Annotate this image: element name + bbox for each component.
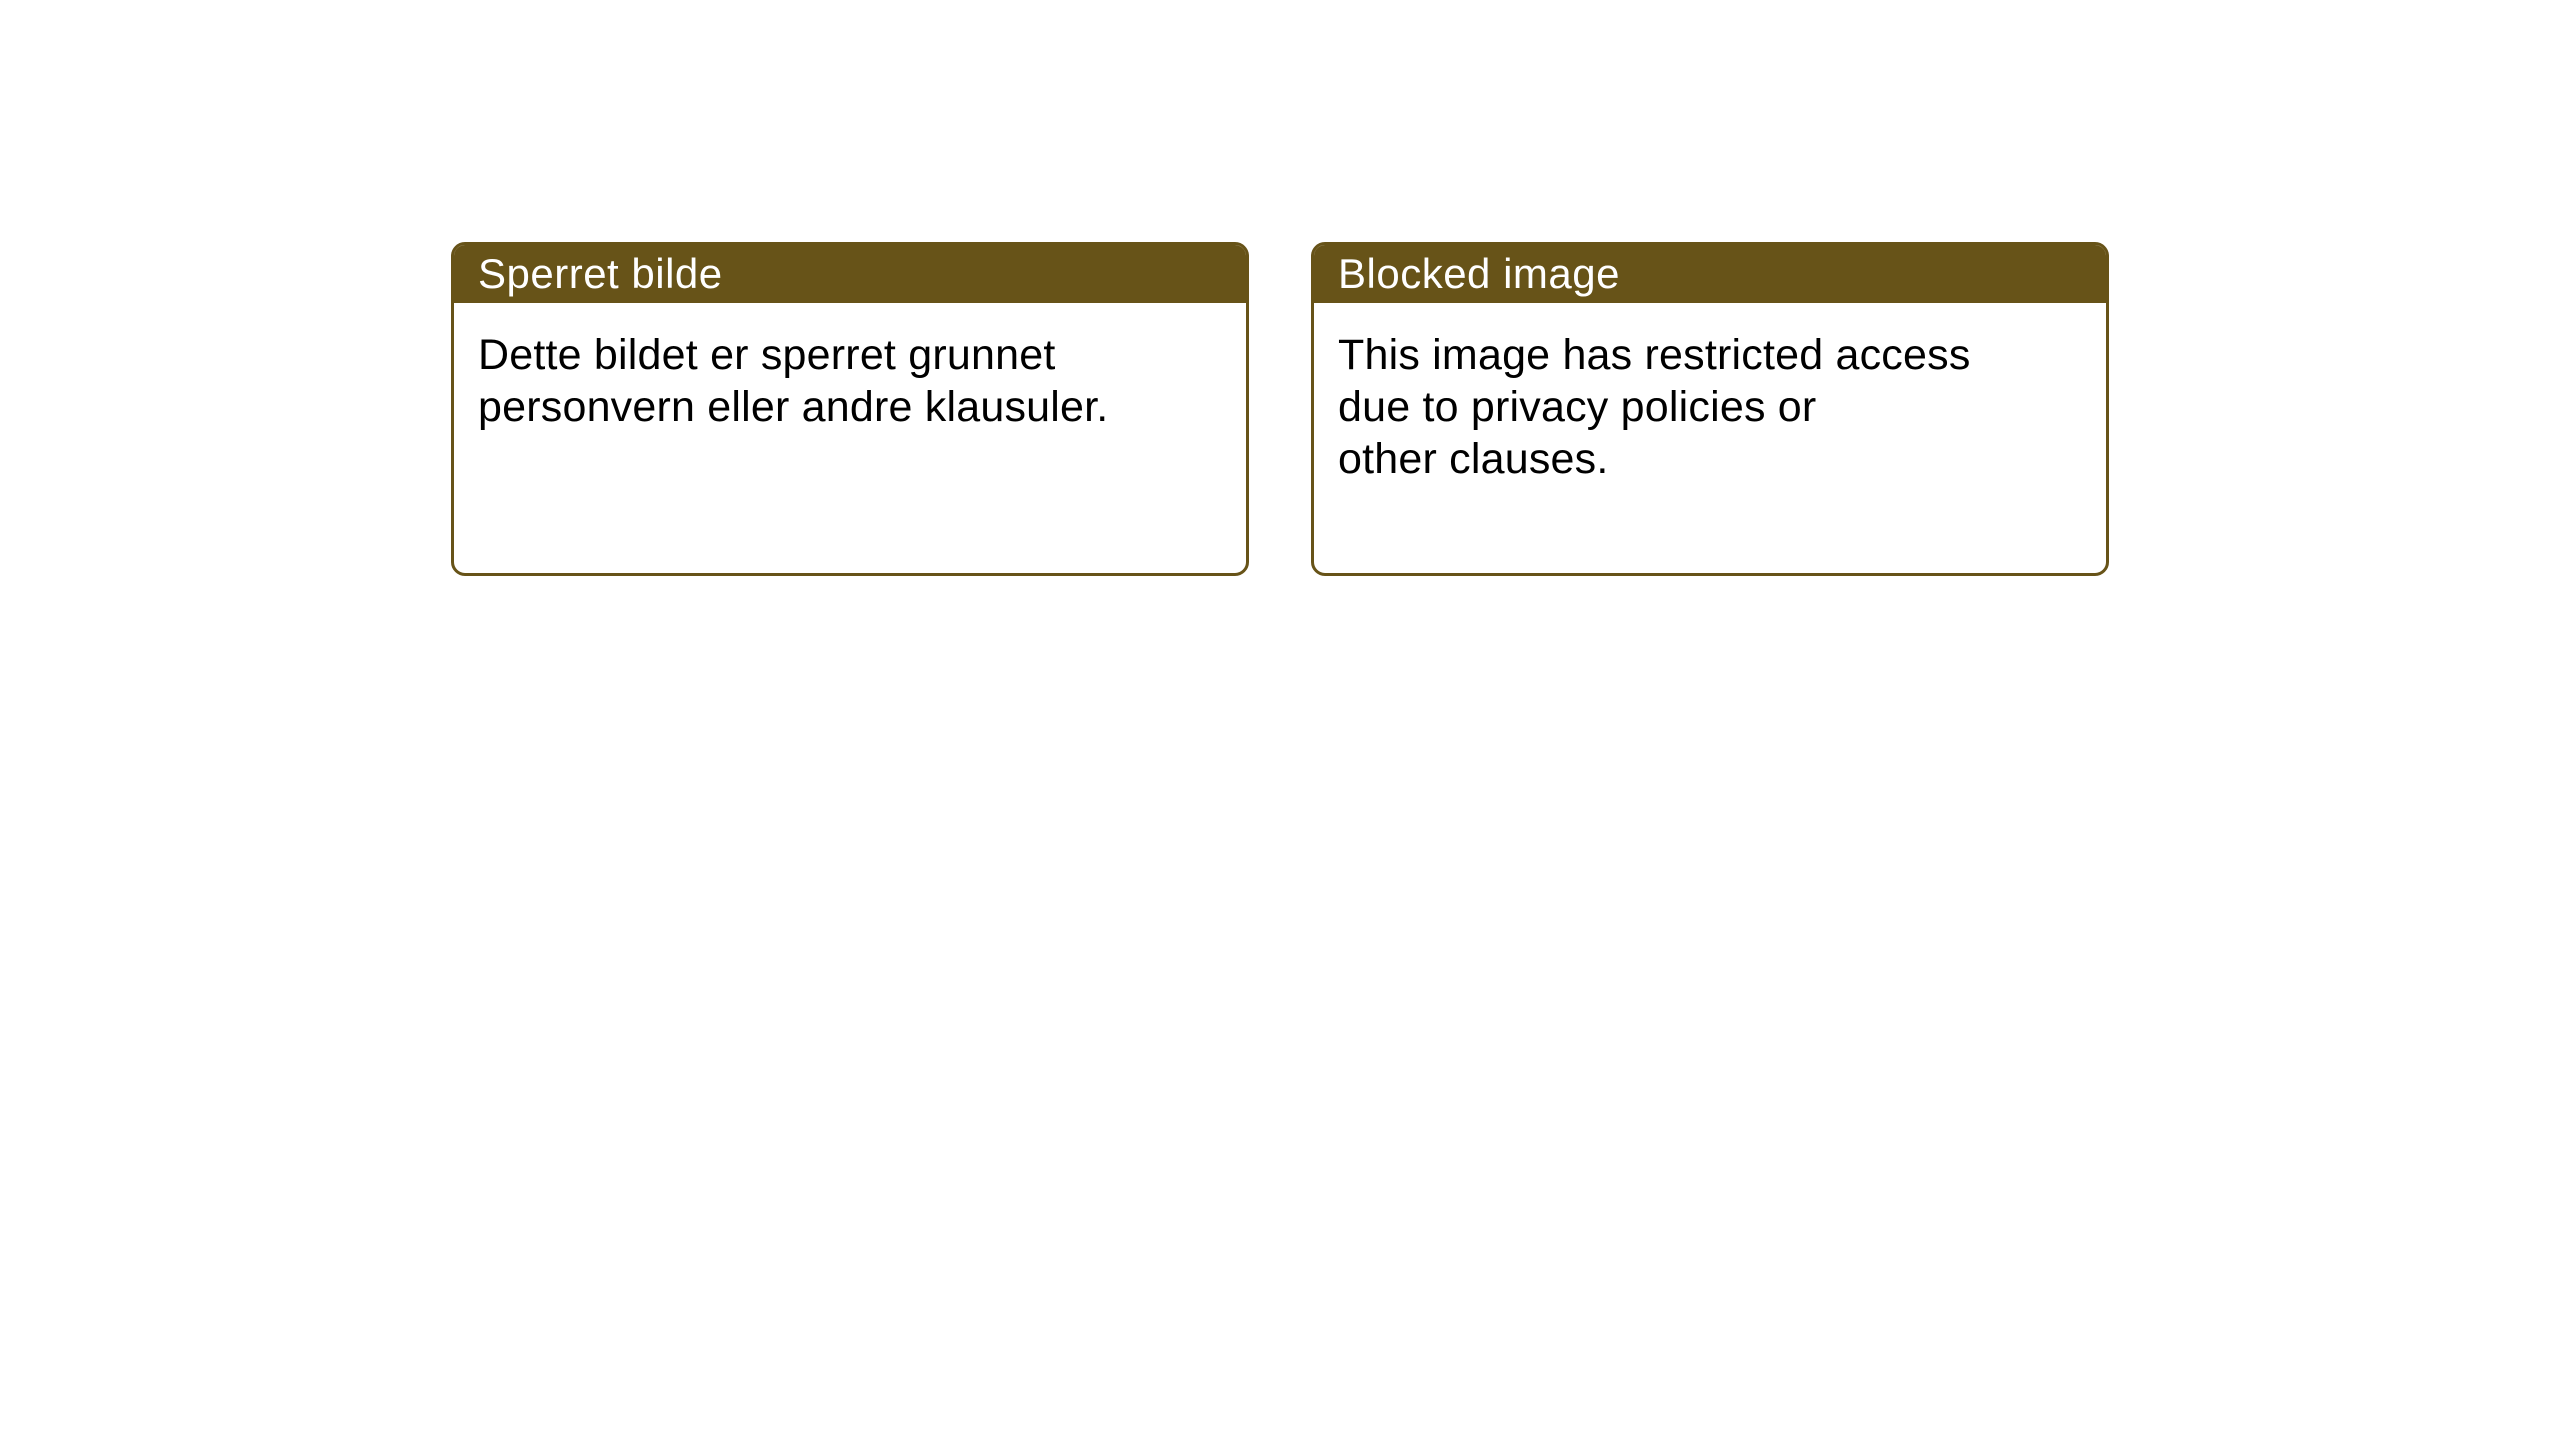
notice-body-line: personvern eller andre klausuler. <box>478 383 1109 431</box>
notice-title-english: Blocked image <box>1338 250 1620 297</box>
notice-body-norwegian <box>454 303 1246 433</box>
notice-title-norwegian: Sperret bilde <box>478 250 723 297</box>
notice-header-english <box>1314 245 2106 303</box>
blocked-image-notice-english <box>1311 242 2109 576</box>
notice-header-norwegian <box>454 245 1246 303</box>
notice-body-english <box>1314 303 2106 485</box>
notice-body-line: Dette bildet er sperret grunnet <box>478 331 1056 379</box>
blocked-image-notice-norwegian <box>451 242 1249 576</box>
notice-body-line: due to privacy policies or <box>1338 383 1817 431</box>
notice-body-line: This image has restricted access <box>1338 331 1971 379</box>
notice-body-line: other clauses. <box>1338 435 1609 483</box>
